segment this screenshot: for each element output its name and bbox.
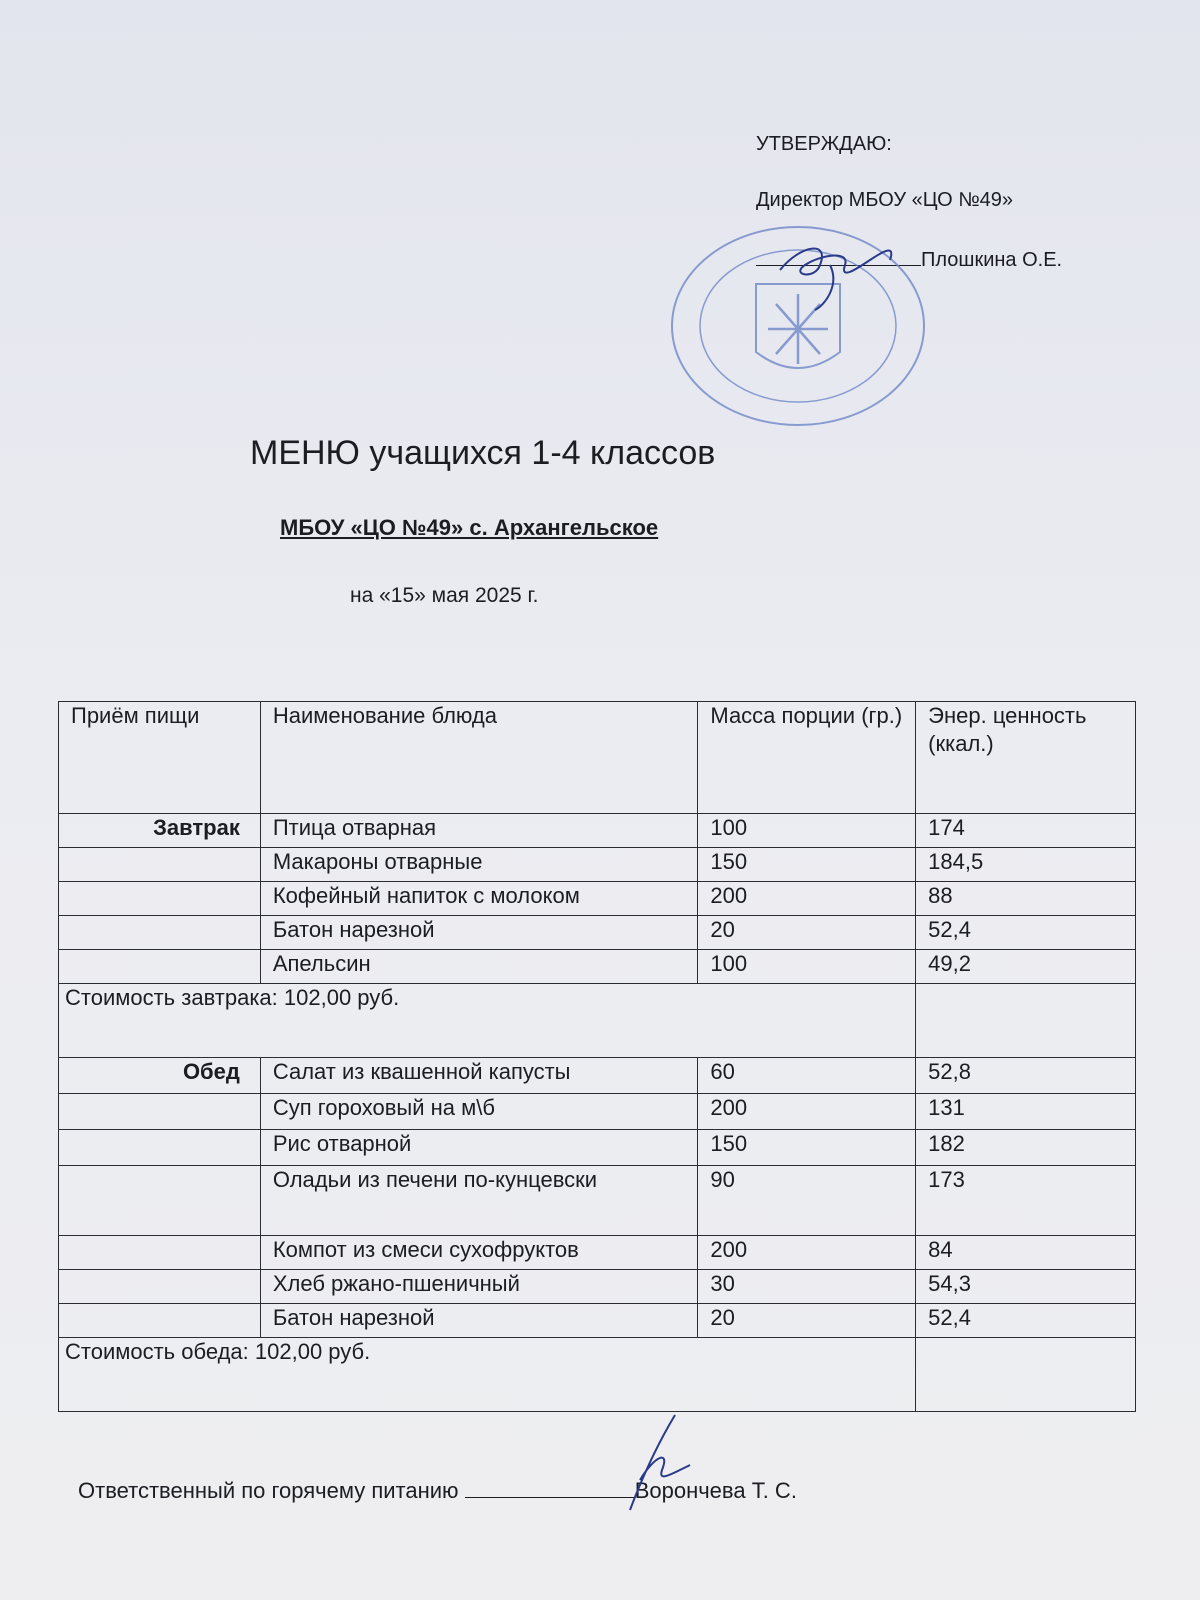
table-row [59,848,1136,882]
table-row [59,916,1136,950]
kcal-cell: 182 [916,1130,1136,1166]
meal-cell-empty [59,950,261,984]
approve-label: УТВЕРЖДАЮ: [756,133,892,155]
dish-cell: Птица отварная [260,814,698,848]
meal-cell-empty [59,1094,261,1130]
table-row [59,1094,1136,1130]
header-dish: Наименование блюда [260,702,698,814]
mass-cell: 200 [698,882,916,916]
menu-date: на «15» мая 2025 г. [350,584,539,607]
kcal-cell: 54,3 [916,1270,1136,1304]
table-row [59,1166,1136,1236]
table-row [59,1304,1136,1338]
director-line: Директор МБОУ «ЦО №49» [756,189,1014,211]
dish-cell: Суп гороховый на м\б [260,1094,698,1130]
dish-cell: Оладьи из печени по-кунцевски [260,1166,698,1236]
breakfast-total: Стоимость завтрака: 102,00 руб. [59,984,916,1058]
kcal-cell: 84 [916,1236,1136,1270]
mass-cell: 30 [698,1270,916,1304]
dish-cell: Батон нарезной [260,916,698,950]
kcal-cell: 173 [916,1166,1136,1236]
meal-breakfast: Завтрак [59,814,261,848]
meal-cell-empty [59,1270,261,1304]
kcal-cell: 49,2 [916,950,1136,984]
meal-cell-empty [59,882,261,916]
total-cell-empty [916,1338,1136,1412]
table-header-row [59,702,1136,814]
mass-cell: 90 [698,1166,916,1236]
kcal-cell: 52,8 [916,1058,1136,1094]
mass-cell: 100 [698,950,916,984]
director-signature-icon [760,225,910,315]
page-title: МЕНЮ учащихся 1-4 классов [250,434,716,472]
responsible-label: Ответственный по горячему питанию [78,1478,459,1503]
meal-cell-empty [59,1304,261,1338]
meal-cell-empty [59,1236,261,1270]
mass-cell: 60 [698,1058,916,1094]
table-row [59,1058,1136,1094]
dish-cell: Батон нарезной [260,1304,698,1338]
header-mass: Масса порции (гр.) [698,702,916,814]
school-name: МБОУ «ЦО №49» с. Архангельское [280,515,659,540]
lunch-total: Стоимость обеда: 102,00 руб. [59,1338,916,1412]
mass-cell: 200 [698,1094,916,1130]
mass-cell: 150 [698,1130,916,1166]
table-row [59,950,1136,984]
header-meal: Приём пищи [59,702,261,814]
mass-cell: 150 [698,848,916,882]
kcal-cell: 52,4 [916,916,1136,950]
meal-cell-empty [59,1130,261,1166]
dish-cell: Рис отварной [260,1130,698,1166]
kcal-cell: 131 [916,1094,1136,1130]
menu-table [58,701,1136,1412]
mass-cell: 200 [698,1236,916,1270]
dish-cell: Макароны отварные [260,848,698,882]
responsible-name: Ворончева Т. С. [634,1478,797,1503]
meal-cell-empty [59,848,261,882]
breakfast-total-row [59,984,1136,1058]
kcal-cell: 184,5 [916,848,1136,882]
table-row [59,1236,1136,1270]
director-name: Плошкина О.Е. [921,249,1063,271]
dish-cell: Компот из смеси сухофруктов [260,1236,698,1270]
meal-lunch: Обед [59,1058,261,1094]
mass-cell: 100 [698,814,916,848]
dish-cell: Кофейный напиток с молоком [260,882,698,916]
responsible-signature-icon [600,1410,720,1515]
dish-cell: Апельсин [260,950,698,984]
kcal-cell: 52,4 [916,1304,1136,1338]
meal-cell-empty [59,1166,261,1236]
kcal-cell: 174 [916,814,1136,848]
mass-cell: 20 [698,1304,916,1338]
dish-cell: Хлеб ржано-пшеничный [260,1270,698,1304]
meal-cell-empty [59,916,261,950]
table-row [59,882,1136,916]
total-cell-empty [916,984,1136,1058]
mass-cell: 20 [698,916,916,950]
dish-cell: Салат из квашенной капусты [260,1058,698,1094]
lunch-total-row [59,1338,1136,1412]
table-row [59,1130,1136,1166]
header-kcal: Энер. ценность (ккал.) [916,702,1136,814]
table-row [59,1270,1136,1304]
table-row [59,814,1136,848]
kcal-cell: 88 [916,882,1136,916]
